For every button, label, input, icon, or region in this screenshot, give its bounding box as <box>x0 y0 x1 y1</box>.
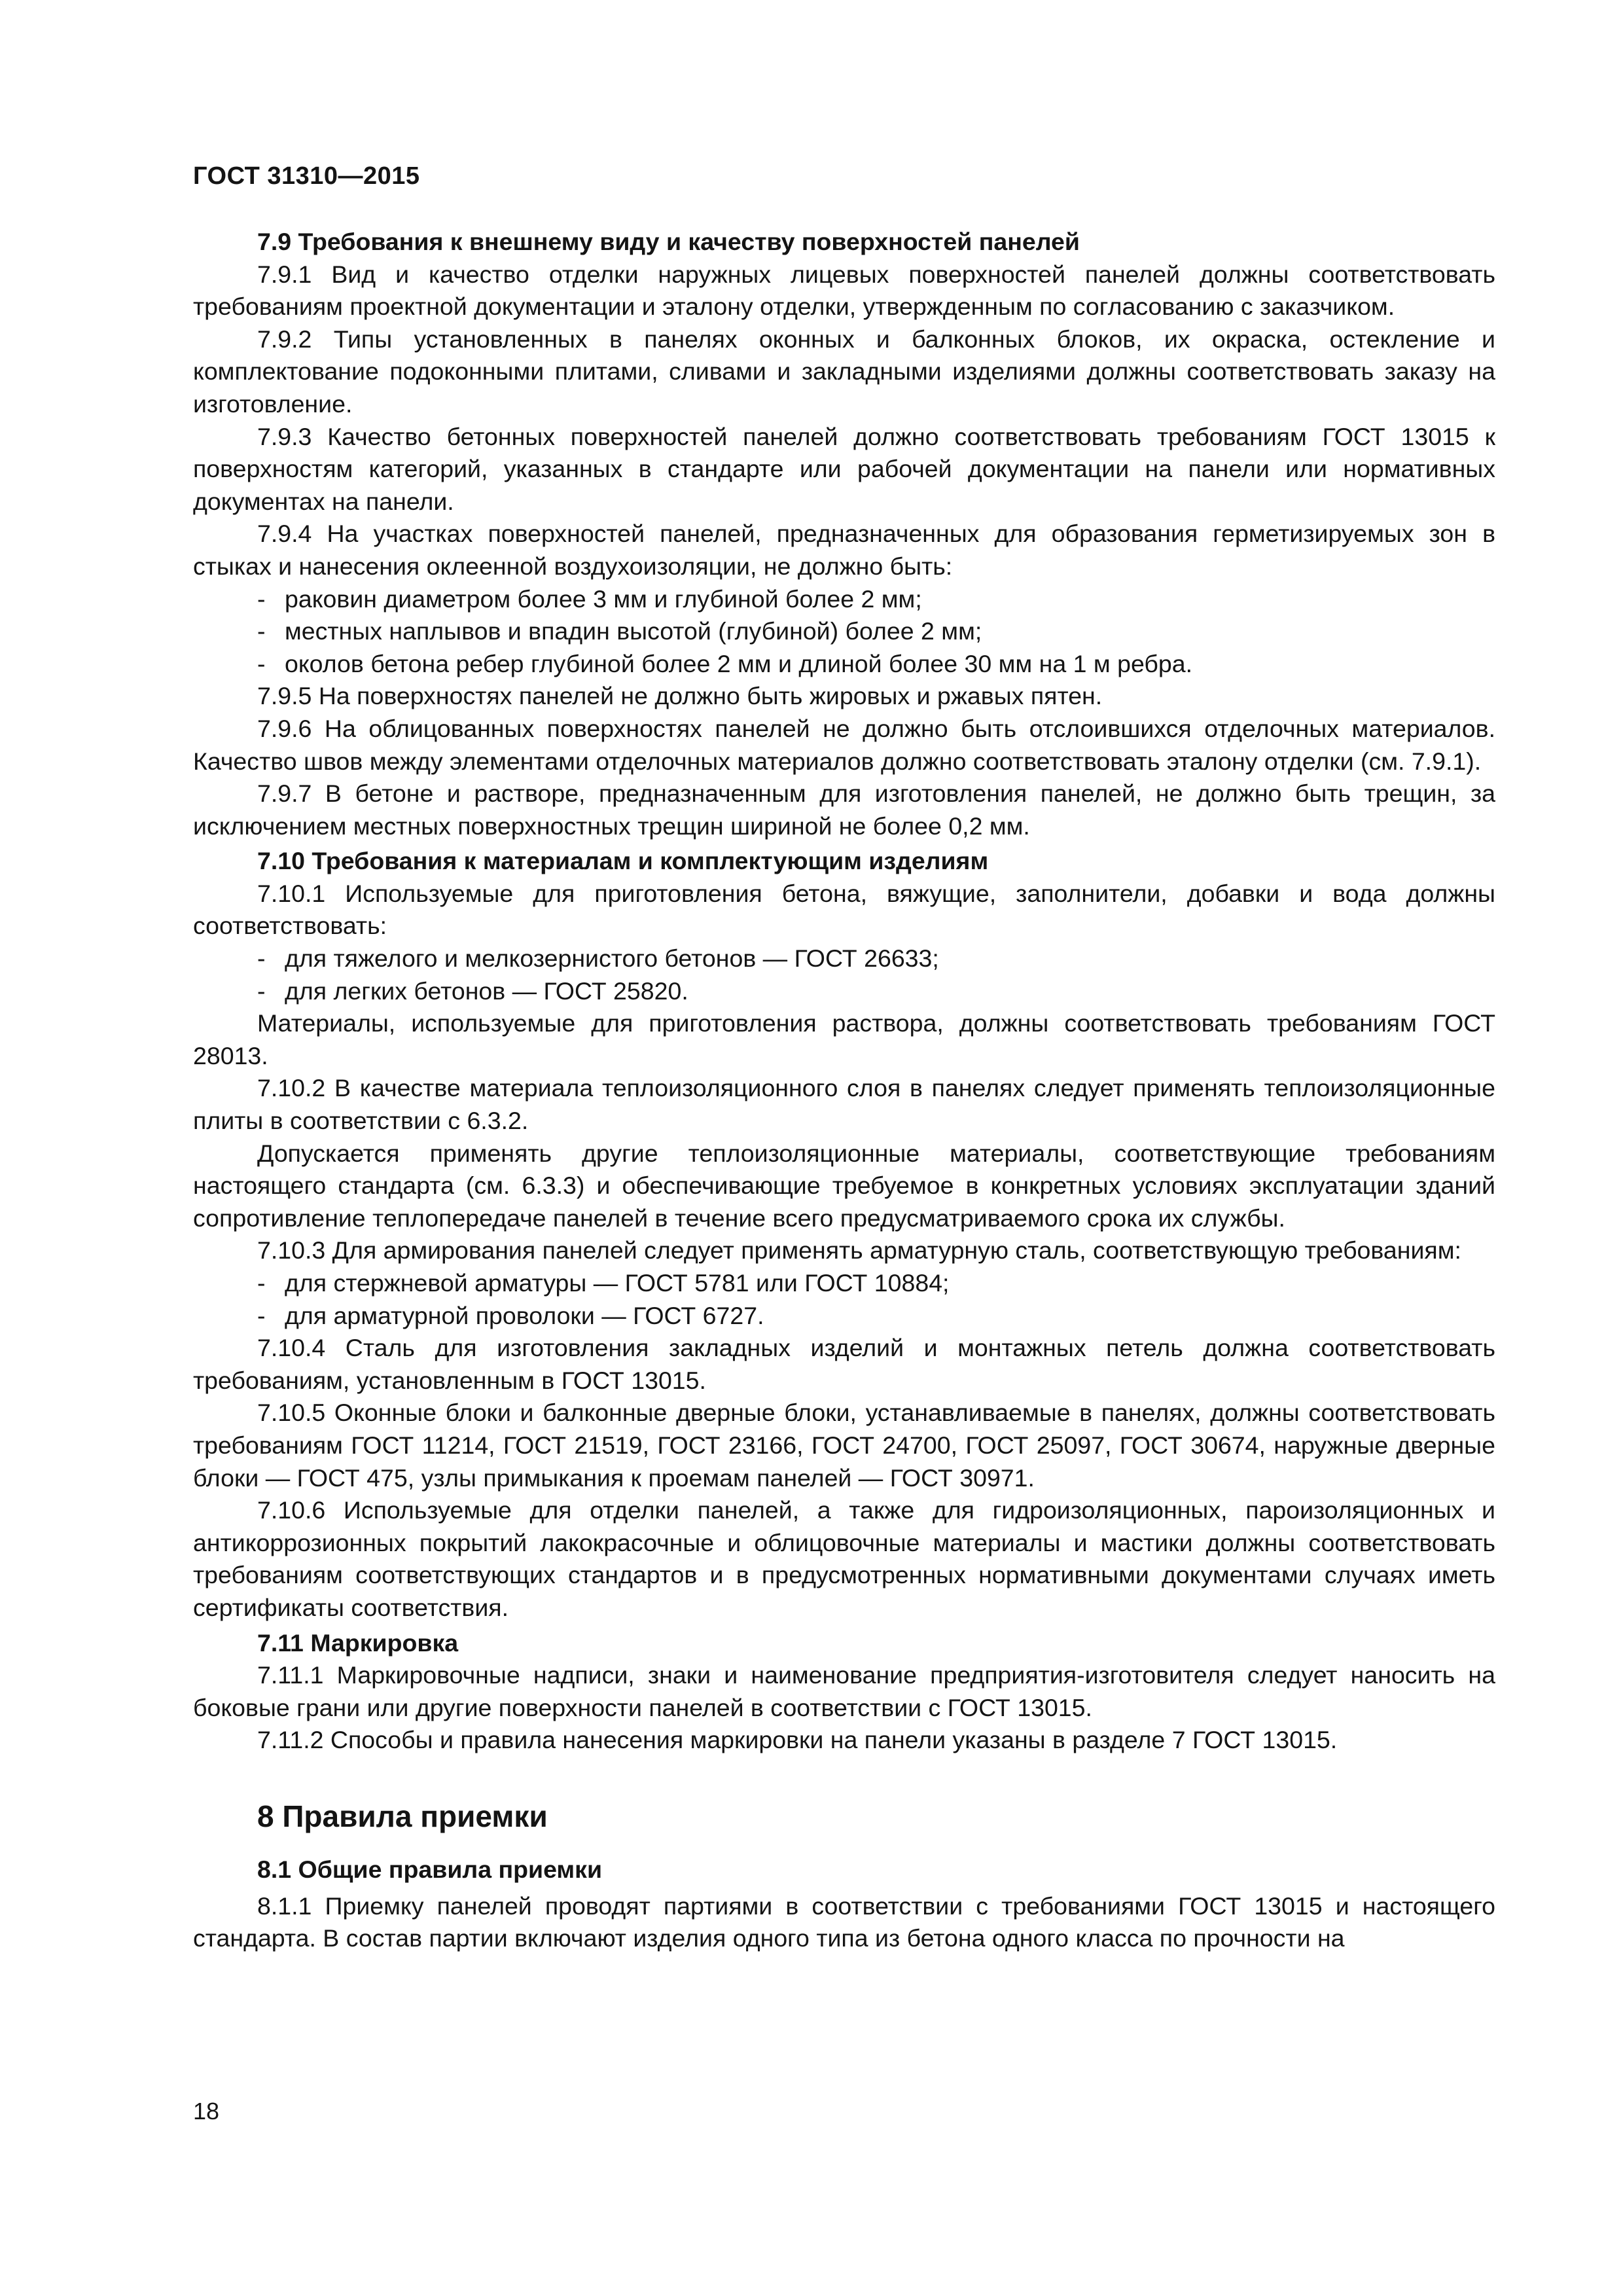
paragraph-7-10-3: 7.10.3 Для армирования панелей следует применять арматурную сталь, соответствующую требованиям: <box>257 1236 1461 1265</box>
paragraph-7-10-1: 7.10.1 Используемые для приготовления бетона, вяжущие, заполнители, добавки и вода должны соответствовать: <box>193 879 1495 940</box>
paragraph-7-10-1-materials: Материалы, используемые для приготовления раствора, должны соответствовать требованиям ГОСТ 28013. <box>193 1009 1495 1069</box>
section-8-1-heading: 8.1 Общие правила приемки <box>257 1855 602 1883</box>
section-8-heading: 8 Правила приемки <box>257 1799 548 1833</box>
paragraph-7-9-7: 7.9.7 В бетоне и растворе, предназначенным для изготовления панелей, не должно быть трещин, за исключением местных поверхностных трещин шириной не более 0,2 мм. <box>193 780 1495 840</box>
section-7-9-heading: 7.9 Требования к внешнему виду и качеству поверхностей панелей <box>257 228 1080 255</box>
paragraph-7-10-2-allowed: Допускается применять другие теплоизоляционные материалы, соответствующие требованиям настоящего стандарта (см. 6.3.3) и обеспечивающие требуемое в конкретных условиях эксплуатации зданий сопротивление теплопередаче панелей в течение всего предусматриваемого срока их службы. <box>193 1139 1495 1232</box>
paragraph-7-9-3: 7.9.3 Качество бетонных поверхностей панелей должно соответствовать требованиям ГОСТ 13015 к поверхностям категорий, указанных в стандарте или рабочей документации на панели или нормативных документах на панели. <box>193 422 1495 515</box>
page-number: 18 <box>193 2098 220 2125</box>
paragraph-7-10-2: 7.10.2 В качестве материала теплоизоляционного слоя в панелях следует применять теплоизоляционные плиты в соответствии с 6.3.2. <box>193 1074 1495 1135</box>
paragraph-7-9-5: 7.9.5 На поверхностях панелей не должно быть жировых и ржавых пятен. <box>257 682 1103 710</box>
list-item-7-10-1-b: - для легких бетонов — ГОСТ 25820. <box>257 977 688 1005</box>
paragraph-7-10-4: 7.10.4 Сталь для изготовления закладных изделий и монтажных петель должна соответствовать требованиям, установленным в ГОСТ 13015. <box>193 1334 1495 1394</box>
section-7-10-heading: 7.10 Требования к материалам и комплектующим изделиям <box>257 847 989 875</box>
list-item-7-10-3-b: - для арматурной проволоки — ГОСТ 6727. <box>257 1301 764 1329</box>
document-body <box>193 226 1495 1955</box>
list-item-7-10-1-a: - для тяжелого и мелкозернистого бетонов — ГОСТ 26633; <box>257 944 939 973</box>
paragraph-8-1-1: 8.1.1 Приемку панелей проводят партиями в соответствии с требованиями ГОСТ 13015 и настоящего стандарта. В состав партии включают изделия одного типа из бетона одного класса по прочности на <box>193 1892 1495 1952</box>
paragraph-7-10-6: 7.10.6 Используемые для отделки панелей, а также для гидроизоляционных, пароизоляционных и антикоррозионных покрытий лакокрасочные и облицовочные материалы и мастики должны соответствовать требованиям соответствующих стандартов и в предусмотренных нормативными документами случаях иметь сертификаты соответствия. <box>193 1496 1495 1621</box>
paragraph-7-9-2: 7.9.2 Типы установленных в панелях оконных и балконных блоков, их окраска, остекление и комплектование подоконными плитами, сливами и закладными изделиями должны соответствовать заказу на изготовление. <box>193 325 1495 418</box>
paragraph-7-9-4: 7.9.4 На участках поверхностей панелей, предназначенных для образования герметизируемых зон в стыках и нанесения оклеенной воздухоизоляции, не должно быть: <box>193 520 1495 580</box>
section-7-11-heading: 7.11 Маркировка <box>257 1628 459 1657</box>
list-item-7-9-4-b: - местных наплывов и впадин высотой (глубиной) более 2 мм; <box>257 617 982 645</box>
list-item-7-10-3-a: - для стержневой арматуры — ГОСТ 5781 или ГОСТ 10884; <box>257 1269 950 1297</box>
paragraph-7-10-5: 7.10.5 Оконные блоки и балконные дверные блоки, устанавливаемые в панелях, должны соответствовать требованиям ГОСТ 11214, ГОСТ 21519, ГОСТ 23166, ГОСТ 24700, ГОСТ 25097, ГОСТ 30674, наружные дверные блоки — ГОСТ 475, узлы примыкания к проемам панелей — ГОСТ 30971. <box>193 1399 1495 1492</box>
paragraph-7-11-2: 7.11.2 Способы и правила нанесения маркировки на панели указаны в разделе 7 ГОСТ 13015. <box>257 1726 1338 1754</box>
list-item-7-9-4-a: - раковин диаметром более 3 мм и глубиной более 2 мм; <box>257 584 922 613</box>
paragraph-7-9-1: 7.9.1 Вид и качество отделки наружных лицевых поверхностей панелей должны соответствовать требованиям проектной документации и эталону отделки, утвержденным по согласованию с заказчиком. <box>193 260 1495 321</box>
paragraph-7-11-1: 7.11.1 Маркировочные надписи, знаки и наименование предприятия-изготовителя следует наносить на боковые грани или другие поверхности панелей в соответствии с ГОСТ 13015. <box>193 1661 1495 1721</box>
list-item-7-9-4-c: - околов бетона ребер глубиной более 2 мм и длиной более 30 мм на 1 м ребра. <box>257 649 1192 677</box>
paragraph-7-9-6: 7.9.6 На облицованных поверхностях панелей не должно быть отслоившихся отделочных материалов. Качество швов между элементами отделочных материалов должно соответствовать эталону отделки (см. 7.9.1). <box>193 714 1495 775</box>
document-code-header: ГОСТ 31310—2015 <box>193 162 420 190</box>
